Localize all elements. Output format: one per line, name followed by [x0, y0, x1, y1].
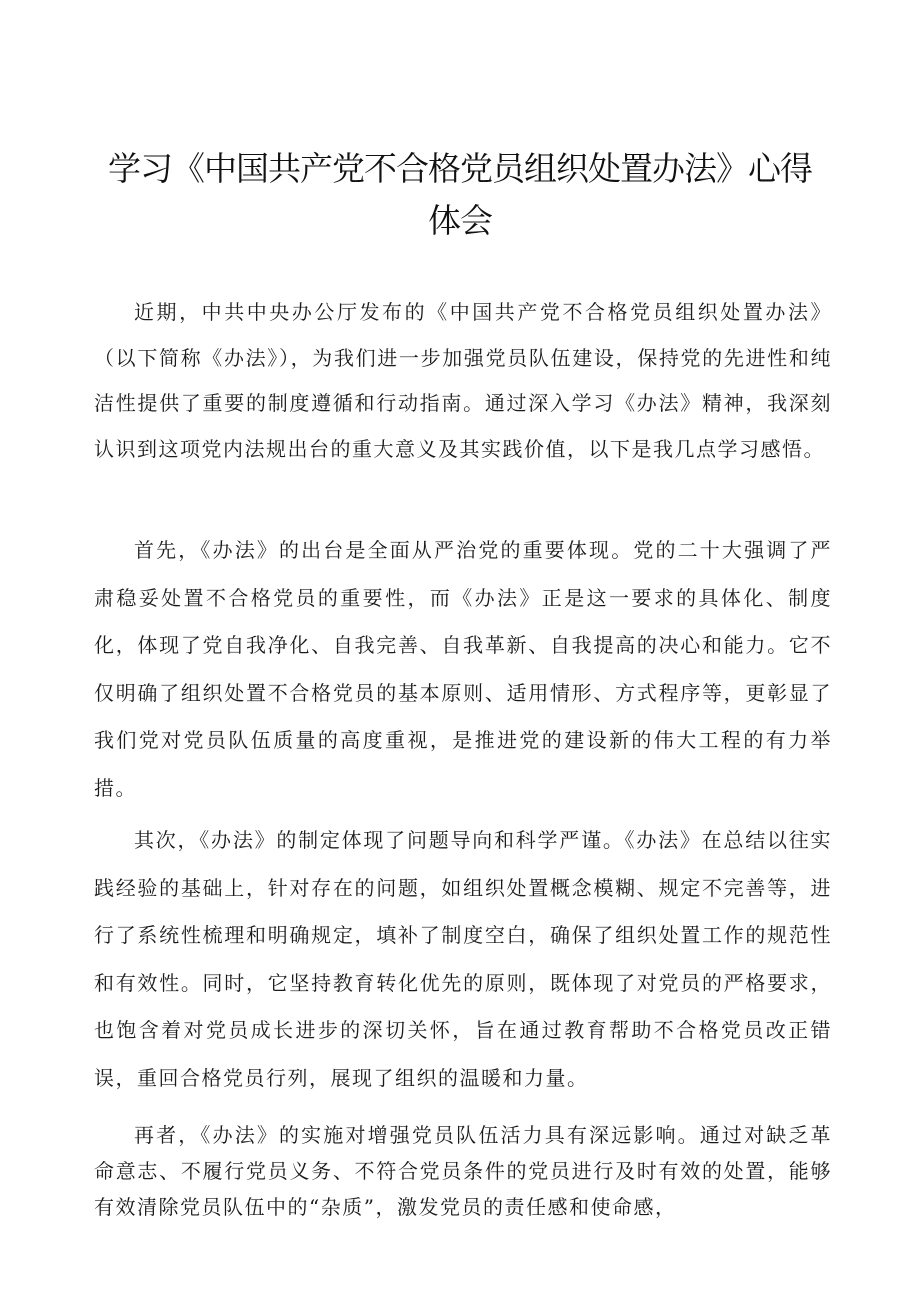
paragraph-first: 首先，《办法》的出台是全面从严治党的重要体现。党的二十大强调了严肃稳妥处置不合格党员的重要性，而《办法》正是这一要求的具体化、制度化，体现了党自我净化、自我完善、自我革新、自我提高的决心和能力。它不仅明确了组织处置不合格党员的基本原则、适用情形、方式程序等，更彰显了我们党对党员队伍质量的高度重视，是推进党的建设新的伟大工程的有力举措。	[94, 538, 832, 800]
paragraph-third: 再者，《办法》的实施对增强党员队伍活力具有深远影响。通过对缺乏革命意志、不履行党员义务、不符合党员条件的党员进行及时有效的处置，能够有效清除党员队伍中的“杂质”，激发党员的责任感和使命感，	[94, 1123, 832, 1219]
paragraph-intro: 近期，中共中央办公厅发布的《中国共产党不合格党员组织处置办法》（以下简称《办法》），为我们进一步加强党员队伍建设，保持党的先进性和纯洁性提供了重要的制度遵循和行动指南。通过深入学习《办法》精神，我深刻认识到这项党内法规出台的重大意义及其实践价值，以下是我几点学习感悟。	[94, 300, 832, 461]
document-title: 学习《中国共产党不合格党员组织处置办法》心得体会	[108, 149, 812, 240]
paragraph-second: 其次，《办法》的制定体现了问题导向和科学严谨。《办法》在总结以往实践经验的基础上，针对存在的问题，如组织处置概念模糊、规定不完善等，进行了系统性梳理和明确规定，填补了制度空白，确保了组织处置工作的规范性和有效性。同时，它坚持教育转化优先的原则，既体现了对党员的严格要求，也饱含着对党员成长进步的深切关怀，旨在通过教育帮助不合格党员改正错误，重回合格党员行列，展现了组织的温暖和力量。	[94, 828, 832, 1090]
